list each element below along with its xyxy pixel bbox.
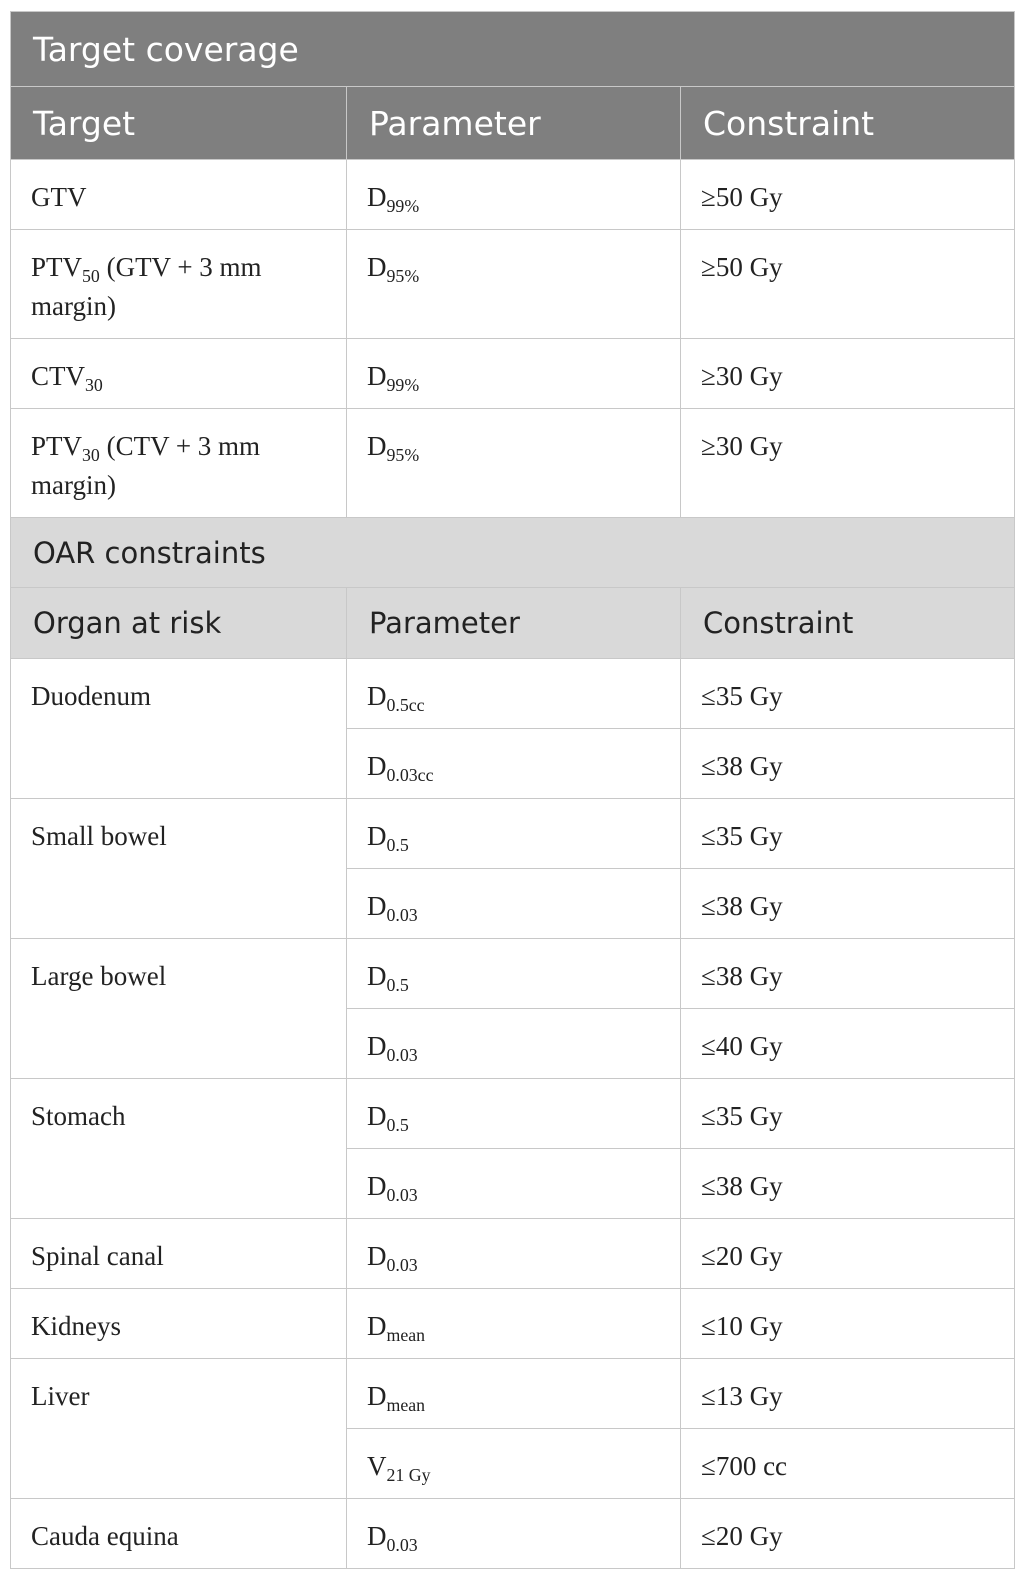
constraint-cell: ≥30 Gy <box>681 409 1015 518</box>
parameter-subscript: 0.03 <box>386 1255 418 1276</box>
table-row <box>11 409 1015 518</box>
constraint-cell: ≤13 Gy <box>681 1359 1015 1429</box>
parameter-subscript: 0.03 <box>386 1045 418 1066</box>
target-name: CTV <box>31 361 85 391</box>
organ-cell: Spinal canal <box>11 1219 347 1289</box>
constraint-cell: ≤10 Gy <box>681 1289 1015 1359</box>
parameter-symbol: D <box>367 821 387 851</box>
parameter-cell <box>347 1149 681 1219</box>
parameter-subscript: mean <box>386 1325 426 1346</box>
constraint-cell: ≤38 Gy <box>681 939 1015 1009</box>
parameter-cell <box>347 1359 681 1429</box>
parameter-symbol: D <box>367 751 387 781</box>
table-row <box>11 1289 1015 1359</box>
parameter-symbol: D <box>367 182 387 212</box>
parameter-cell <box>347 230 681 339</box>
target-description: (GTV + 3 mm margin) <box>31 252 262 321</box>
parameter-cell <box>347 729 681 799</box>
constraint-cell: ≤20 Gy <box>681 1219 1015 1289</box>
parameter-symbol: D <box>367 1101 387 1131</box>
table-row <box>11 1079 1015 1149</box>
table-row <box>11 799 1015 869</box>
organ-cell: Duodenum <box>11 659 347 799</box>
parameter-cell <box>347 799 681 869</box>
parameter-subscript: 95% <box>386 266 420 287</box>
target-cell <box>11 160 347 230</box>
table-row <box>11 939 1015 1009</box>
constraint-cell: ≥50 Gy <box>681 230 1015 339</box>
organ-cell: Small bowel <box>11 799 347 939</box>
target-name: PTV <box>31 252 83 282</box>
constraint-cell: ≥50 Gy <box>681 160 1015 230</box>
parameter-cell <box>347 939 681 1009</box>
target-name: PTV <box>31 431 83 461</box>
parameter-subscript: 95% <box>386 445 420 466</box>
parameter-subscript: 99% <box>386 375 420 396</box>
parameter-cell <box>347 1499 681 1569</box>
section-title: Target coverage <box>11 12 1015 87</box>
parameter-symbol: D <box>367 891 387 921</box>
constraint-cell: ≤20 Gy <box>681 1499 1015 1569</box>
constraint-cell: ≤38 Gy <box>681 1149 1015 1219</box>
target-subscript: 30 <box>82 445 100 466</box>
target-name: GTV <box>31 182 87 212</box>
table-body <box>11 12 1015 1569</box>
parameter-symbol: D <box>367 961 387 991</box>
parameter-cell <box>347 1219 681 1289</box>
parameter-cell <box>347 339 681 409</box>
constraint-cell: ≤35 Gy <box>681 799 1015 869</box>
dose-constraints-table-container <box>10 11 1014 1569</box>
table-row <box>11 339 1015 409</box>
parameter-cell <box>347 409 681 518</box>
parameter-symbol: D <box>367 1381 387 1411</box>
parameter-cell <box>347 659 681 729</box>
column-header: Organ at risk <box>11 588 347 659</box>
parameter-symbol: D <box>367 1171 387 1201</box>
target-cell <box>11 409 347 518</box>
parameter-cell <box>347 1429 681 1499</box>
table-row <box>11 160 1015 230</box>
column-header: Constraint <box>681 588 1015 659</box>
table-row <box>11 230 1015 339</box>
parameter-symbol: D <box>367 252 387 282</box>
parameter-subscript: mean <box>386 1395 426 1416</box>
parameter-subscript: 0.03 <box>386 1185 418 1206</box>
table-row <box>11 1359 1015 1429</box>
column-header: Target <box>11 87 347 160</box>
parameter-cell <box>347 869 681 939</box>
parameter-subscript: 99% <box>386 196 420 217</box>
organ-cell: Large bowel <box>11 939 347 1079</box>
target-subscript: 30 <box>85 375 103 396</box>
parameter-cell <box>347 1289 681 1359</box>
parameter-symbol: D <box>367 431 387 461</box>
section-title: OAR constraints <box>11 518 1015 588</box>
constraint-cell: ≤700 cc <box>681 1429 1015 1499</box>
constraint-cell: ≤35 Gy <box>681 1079 1015 1149</box>
parameter-symbol: D <box>367 1521 387 1551</box>
parameter-cell <box>347 1009 681 1079</box>
parameter-cell <box>347 160 681 230</box>
constraint-cell: ≥30 Gy <box>681 339 1015 409</box>
header-row-target <box>11 87 1015 160</box>
organ-cell: Kidneys <box>11 1289 347 1359</box>
constraint-cell: ≤38 Gy <box>681 729 1015 799</box>
parameter-cell <box>347 1079 681 1149</box>
column-header: Constraint <box>681 87 1015 160</box>
parameter-symbol: D <box>367 1031 387 1061</box>
parameter-subscript: 0.03 <box>386 905 418 926</box>
organ-cell: Cauda equina <box>11 1499 347 1569</box>
parameter-symbol: D <box>367 1241 387 1271</box>
dose-constraints-table <box>10 11 1015 1569</box>
parameter-subscript: 0.5 <box>386 1115 409 1136</box>
parameter-subscript: 0.5 <box>386 835 409 856</box>
section-row-oar-constraints <box>11 518 1015 588</box>
header-row-oar <box>11 588 1015 659</box>
table-row <box>11 1499 1015 1569</box>
target-subscript: 50 <box>82 266 100 287</box>
table-row <box>11 659 1015 729</box>
organ-cell: Liver <box>11 1359 347 1499</box>
parameter-subscript: 0.03cc <box>386 765 434 786</box>
parameter-subscript: 0.5cc <box>386 695 425 716</box>
target-cell <box>11 339 347 409</box>
parameter-symbol: D <box>367 1311 387 1341</box>
parameter-subscript: 21 Gy <box>386 1465 431 1486</box>
parameter-symbol: V <box>367 1451 387 1481</box>
constraint-cell: ≤40 Gy <box>681 1009 1015 1079</box>
column-header: Parameter <box>347 87 681 160</box>
parameter-subscript: 0.03 <box>386 1535 418 1556</box>
column-header: Parameter <box>347 588 681 659</box>
table-row <box>11 1219 1015 1289</box>
parameter-symbol: D <box>367 681 387 711</box>
organ-cell: Stomach <box>11 1079 347 1219</box>
parameter-subscript: 0.5 <box>386 975 409 996</box>
parameter-symbol: D <box>367 361 387 391</box>
section-row-target-coverage <box>11 12 1015 87</box>
target-description: (CTV + 3 mm margin) <box>31 431 261 500</box>
constraint-cell: ≤38 Gy <box>681 869 1015 939</box>
target-cell <box>11 230 347 339</box>
constraint-cell: ≤35 Gy <box>681 659 1015 729</box>
